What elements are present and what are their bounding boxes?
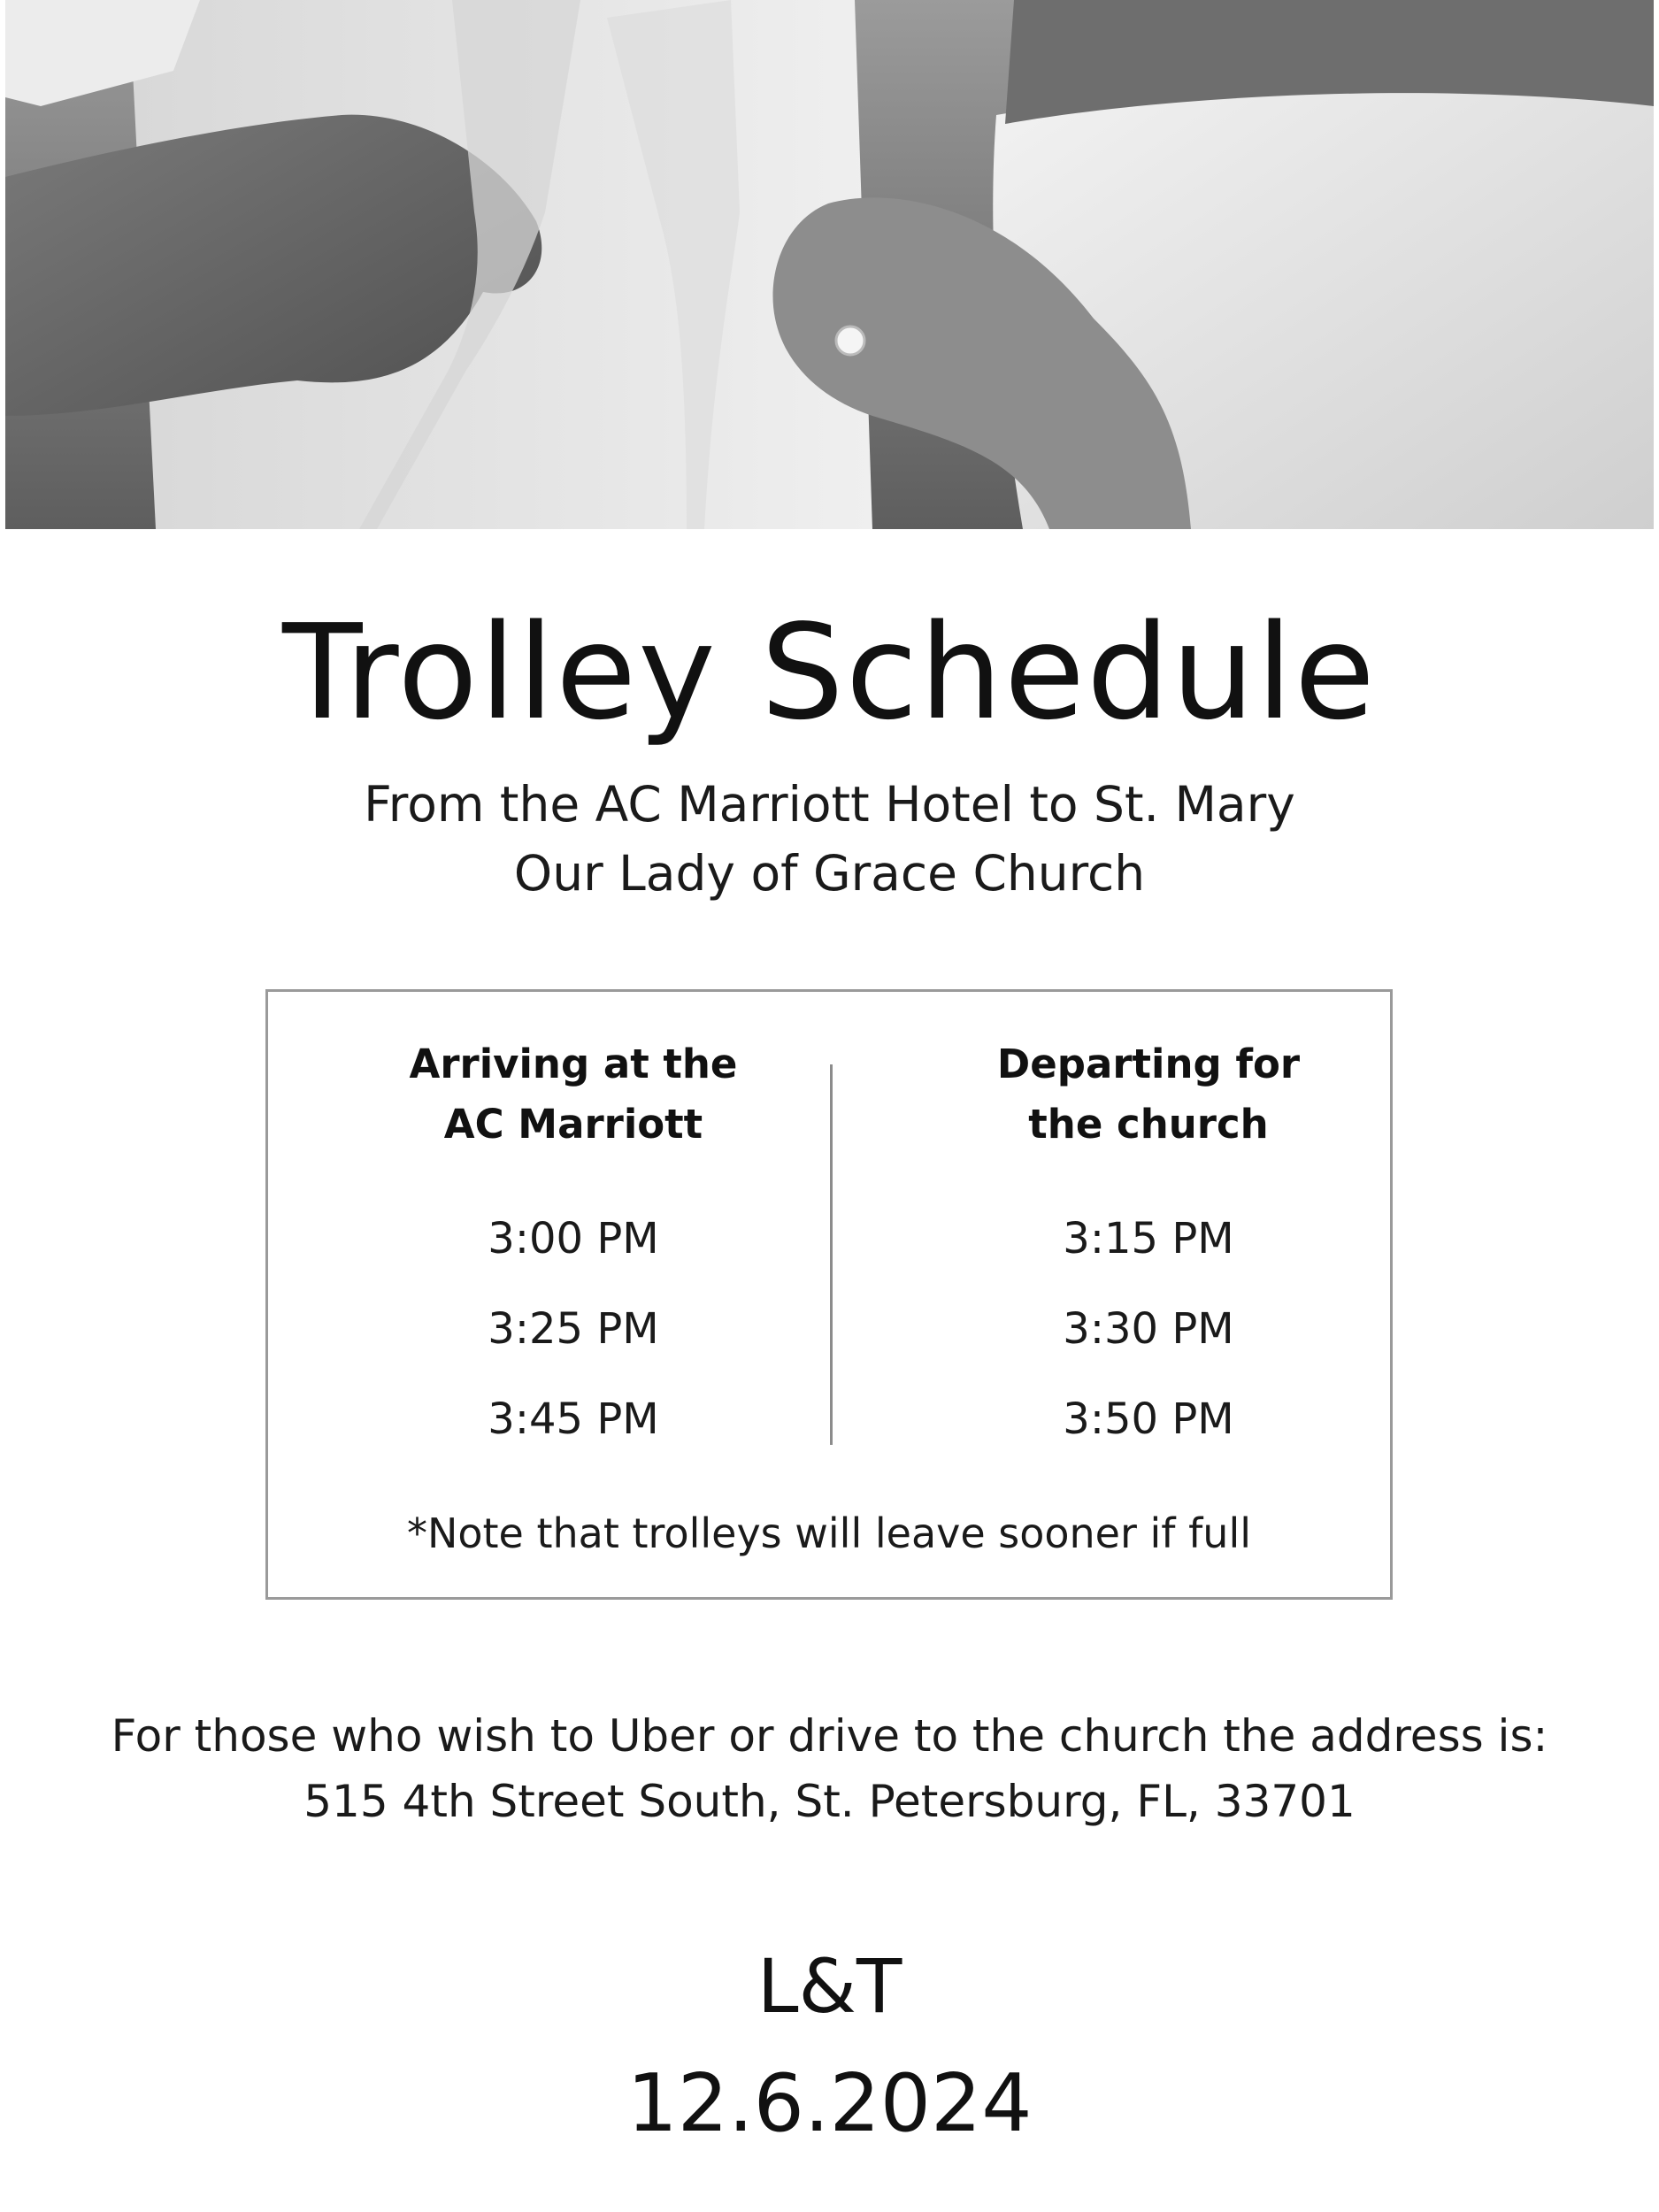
arriving-heading-line-2: AC Marriott [443,1101,703,1148]
departing-heading [918,1034,1379,1155]
header-photo [5,0,1654,529]
arriving-time: 3:45 PM [488,1394,659,1444]
page-subtitle [0,770,1659,908]
schedule-table [265,989,1393,1600]
departing-column [918,1034,1379,1464]
directions [0,1703,1659,1834]
departing-heading-line-1: Departing for [996,1041,1301,1087]
subtitle-line-2: Our Lady of Grace Church [513,845,1146,902]
wedding-date: 12.6.2024 [626,2057,1033,2150]
arriving-heading [343,1034,803,1155]
departing-time: 3:15 PM [1063,1214,1234,1263]
arriving-heading-line-1: Arriving at the [409,1041,738,1087]
couple-initials: L&T [757,1943,902,2030]
column-divider [830,1064,833,1445]
subtitle-line-1: From the AC Marriott Hotel to St. Mary [364,776,1295,833]
departing-time: 3:30 PM [1063,1304,1234,1354]
departing-time: 3:50 PM [1063,1394,1234,1444]
photo-champagne-toast-icon [5,0,1654,529]
church-address: 515 4th Street South, St. Petersburg, FL, 33701 [303,1776,1356,1827]
page-title: Trolley Schedule [282,596,1377,749]
arriving-time: 3:00 PM [488,1214,659,1263]
schedule-note: *Note that trolleys will leave sooner if full [406,1509,1252,1557]
directions-intro: For those who wish to Uber or drive to the church the address is: [111,1710,1548,1762]
departing-heading-line-2: the church [1028,1101,1269,1148]
arriving-time: 3:25 PM [488,1304,659,1354]
arriving-column [343,1034,803,1464]
